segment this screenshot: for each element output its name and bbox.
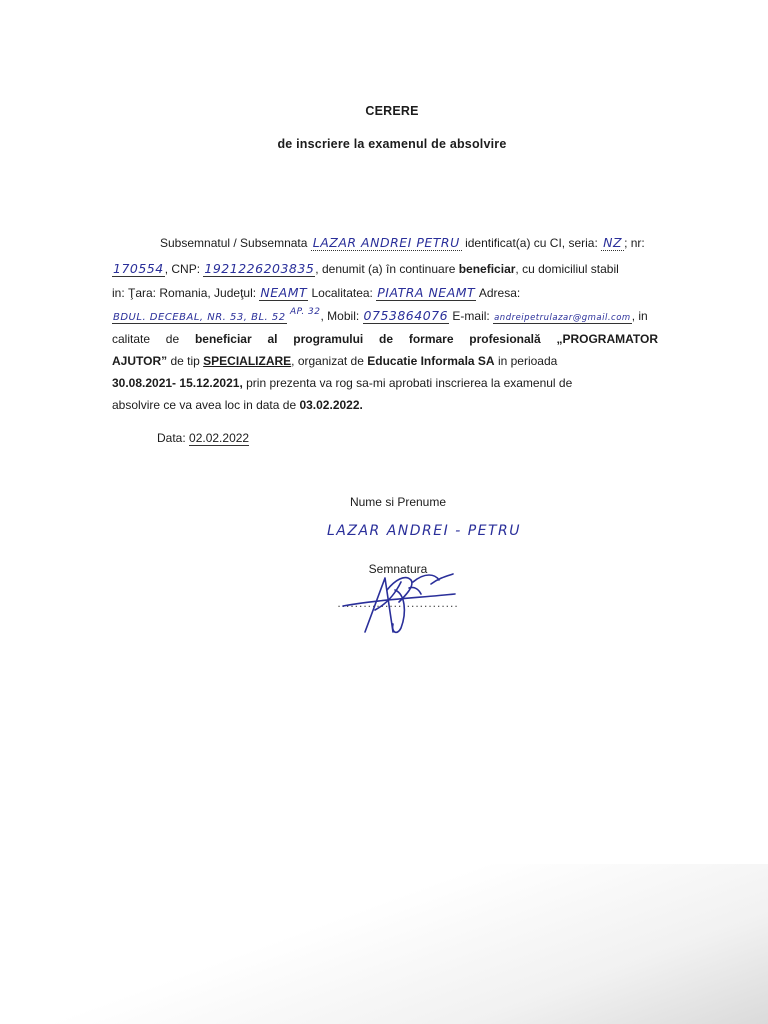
cnp-field: 1921226203835 (204, 261, 315, 276)
text-calitate: calitate de (112, 332, 180, 346)
document-subtitle: de inscriere la examenul de absolvire (277, 137, 507, 151)
text-program: programului de formare profesională „PROGRAMATOR (293, 332, 658, 346)
text-denumit: , denumit (a) în continuare (315, 262, 456, 276)
form-line-1 (160, 236, 658, 250)
text-beneficiar-2: beneficiar (194, 332, 252, 346)
text-mobil: , Mobil: (320, 309, 360, 323)
document-title: CERERE (365, 104, 419, 118)
form-line-7 (112, 376, 657, 390)
text-beneficiar: beneficiar (458, 262, 516, 276)
form-line-2 (112, 262, 657, 276)
scan-shadow (0, 864, 768, 1024)
text-absolvire: absolvire ce va avea loc in data de (112, 398, 300, 412)
date-label: Data: (157, 431, 186, 445)
text-adresa: Adresa: (478, 286, 521, 300)
text-specializare: SPECIALIZARE (203, 354, 292, 368)
ci-series-field: NZ (603, 235, 623, 250)
handwritten-name: LAZAR ANDREI - PETRU (326, 523, 522, 539)
ci-number-field: 170554 (113, 261, 164, 276)
applicant-name-field: LAZAR ANDREI PETRU (312, 235, 460, 250)
form-line-4 (112, 309, 657, 325)
form-line-8 (112, 398, 657, 412)
text-exam-date: 03.02.2022. (299, 398, 363, 412)
text-de-tip: de tip (167, 354, 204, 368)
text-identificat: identificat(a) cu CI, seria: (465, 236, 598, 250)
text-nr: ; nr: (624, 236, 645, 250)
text-domiciliu: , cu domiciliul stabil (515, 262, 619, 276)
date-value: 02.02.2022 (189, 431, 250, 445)
text-organizat: , organizat de (291, 354, 368, 368)
form-line-5 (112, 332, 658, 346)
handwritten-signature (335, 560, 475, 640)
signature-label: Semnatura (368, 562, 428, 576)
form-line-3 (112, 286, 657, 300)
address-field: BDUL. DECEBAL, NR. 53, BL. 52 (113, 312, 286, 323)
text-tara-judet: in: Ţara: Romania, Judeţul: (112, 286, 257, 300)
text-cnp: , CNP: (164, 262, 201, 276)
text-prezenta: prin prezenta va rog sa-mi aprobati inscrierea la examenul de (242, 376, 573, 390)
apartment-field: AP. 32 (289, 307, 321, 317)
date-row (157, 431, 702, 445)
text-al: al (267, 332, 278, 346)
mobile-field: 0753864076 (363, 308, 449, 323)
text-perioada: in perioada (494, 354, 558, 368)
form-line-6 (112, 354, 657, 368)
text-subsemnatul: Subsemnatul / Subsemnata (160, 236, 308, 250)
text-in: , in (631, 309, 648, 323)
name-label: Nume si Prenume (349, 495, 447, 509)
email-field: andreipetrulazar@gmail.com (494, 313, 631, 323)
locality-field: PIATRA NEAMT (377, 285, 476, 300)
text-period-dates: 30.08.2021- 15.12.2021, (112, 376, 243, 390)
signature-dotted-line: ............................ (337, 596, 459, 610)
text-organizer: Educatie Informala SA (367, 354, 495, 368)
text-ajutor: AJUTOR” (112, 354, 168, 368)
county-field: NEAMT (260, 285, 308, 300)
text-email: E-mail: (449, 309, 490, 323)
text-localitatea: Localitatea: (311, 286, 373, 300)
